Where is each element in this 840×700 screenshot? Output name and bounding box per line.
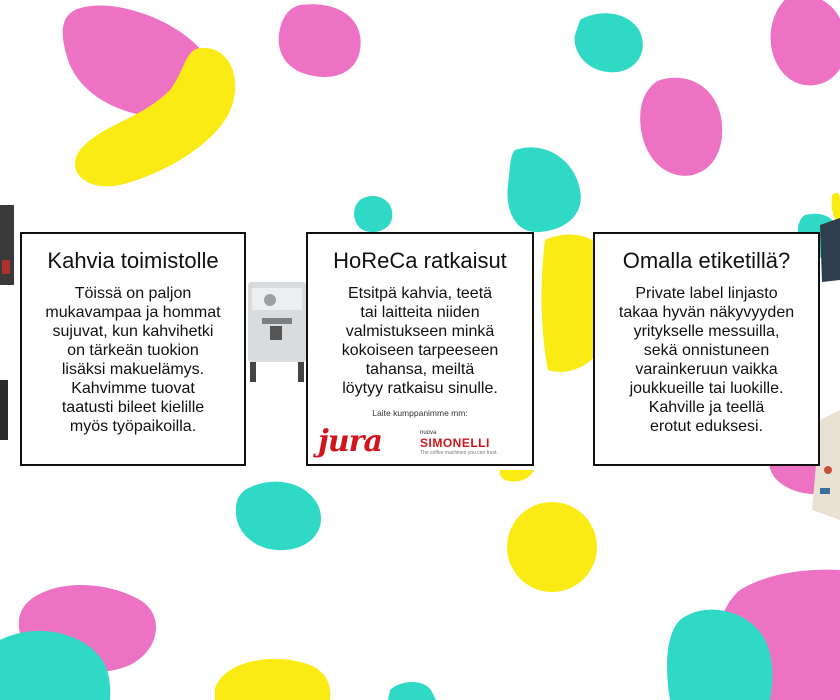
yellow-blob <box>215 659 330 700</box>
teal-blob <box>236 482 321 551</box>
pink-blob <box>279 4 361 77</box>
partners-label: Laite kumppanimme mm: <box>372 408 468 418</box>
card-text-line: yritykselle messuilla, <box>633 323 780 340</box>
card-text-line: Private label linjasto <box>635 285 778 302</box>
card-text-line: Töissä on paljon <box>74 285 192 302</box>
teal-blob <box>507 147 580 232</box>
card-text-line: tahansa, meiltä <box>365 361 475 378</box>
card-text-line: erotut eduksesi. <box>650 418 763 435</box>
card-text <box>320 284 520 398</box>
pink-blob <box>771 0 840 85</box>
yellow-blob <box>507 502 597 592</box>
simonelli-logo-brand: SIMONELLI <box>420 436 490 450</box>
teal-blob <box>388 682 436 700</box>
coffee-grinder-image <box>0 205 14 440</box>
card-text-line: on tärkeän tuokion <box>67 342 199 359</box>
card-text-line: taatusti bileet kielille <box>61 399 205 416</box>
card-text-line: lisäksi makuelämys. <box>61 361 205 378</box>
card-title: Omalla etiketillä? <box>622 248 791 273</box>
card-text-line: kokoiseen tarpeeseen <box>341 342 499 359</box>
card-text-line: sujuvat, kun kahvihetki <box>52 323 214 340</box>
card-title: HoReCa ratkaisut <box>333 248 507 273</box>
jura-logo[interactable]: jura <box>318 424 382 459</box>
yellow-blob <box>500 470 534 482</box>
card-text-line: Kahville ja teellä <box>648 399 765 416</box>
card-text-line: myös työpaikoilla. <box>69 418 197 435</box>
card-text-line: Kahvimme tuovat <box>71 380 195 397</box>
card-horeca-solutions <box>306 232 534 466</box>
simonelli-logo-tagline: The coffee machines you can trust. <box>420 450 498 456</box>
card-text-line: valmistukseen minkä <box>345 323 495 340</box>
card-text-line: löytyy ratkaisu sinulle. <box>342 380 498 397</box>
partner-logos <box>308 424 532 458</box>
card-private-label <box>593 232 820 466</box>
card-text <box>34 284 232 436</box>
card-text-line: varainkeruun vaikka <box>635 361 778 378</box>
espresso-machine-image <box>248 282 306 382</box>
card-text-line: mukavampaa ja hommat <box>45 304 221 321</box>
teal-blob <box>354 196 392 232</box>
teal-blob <box>575 13 643 72</box>
simonelli-logo-sub: nuova <box>420 430 437 436</box>
simonelli-logo[interactable] <box>420 430 498 456</box>
card-text-line: sekä onnistuneen <box>643 342 770 359</box>
card-text-line: tai laitteita niiden <box>360 304 480 321</box>
card-text-line: takaa hyvän näkyvyyden <box>618 304 795 321</box>
card-title: Kahvia toimistolle <box>47 248 219 273</box>
card-text <box>607 284 806 436</box>
card-text-line: joukkueille tai luokille. <box>629 380 784 397</box>
card-office-coffee <box>20 232 246 466</box>
card-text-line: Etsitpä kahvia, teetä <box>347 285 493 302</box>
pink-blob <box>640 78 722 176</box>
